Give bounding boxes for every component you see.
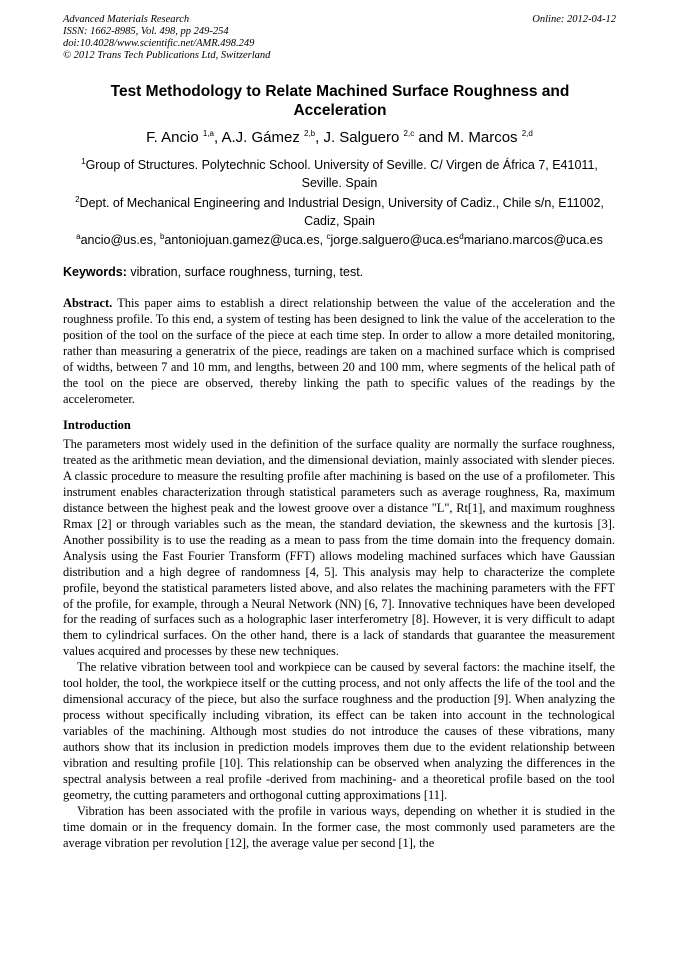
email-link[interactable]: mariano.marcos@uca.es — [463, 233, 603, 247]
abstract-text: This paper aims to establish a direct relationship between the value of the acceleration and the roughness profile. To this end, a system of testing has been designed to link the value of the acceleration to the position of the tool on the surface of the piece at each time step. In order to allow a more detailed monitoring, rather than measuring a generatrix of the piece, readings are taken on a machined surface which is comprised of widths, between 7 and 10 mm, and lengths, between 20 and 100 mm, where segments of the helical path of the tool on the piece are observed, thereby linking the path to specific values of the readings by the accelerometer. — [63, 296, 615, 406]
copyright: © 2012 Trans Tech Publications Ltd, Switzerland — [63, 50, 271, 61]
publication-meta — [63, 14, 616, 62]
affiliation-2 — [68, 194, 611, 230]
title-line: Test Methodology to Relate Machined Surface Roughness and — [110, 83, 570, 100]
affiliation-sup: 2 — [75, 194, 80, 204]
author-sup: 2,d — [521, 129, 533, 138]
abstract — [63, 296, 615, 408]
online-date: Online: 2012-04-12 — [532, 14, 616, 25]
email-sup: a — [76, 231, 81, 241]
author-name: and M. Marcos — [414, 129, 522, 146]
affiliation-1 — [68, 156, 611, 192]
author-sup: 1,a — [202, 129, 214, 138]
email-sup: d — [459, 231, 464, 241]
affiliation-text: Seville. Spain — [301, 176, 378, 190]
paper-title — [70, 82, 610, 120]
issn: ISSN: 1662-8985, Vol. 498, pp 249-254 — [63, 26, 229, 37]
email-sup: b — [159, 231, 165, 241]
section-heading: Introduction — [63, 418, 131, 432]
journal-name: Advanced Materials Research — [63, 14, 190, 25]
keywords-label: Keywords: — [63, 265, 127, 279]
introduction-body — [63, 437, 615, 852]
paragraph: The relative vibration between tool and workpiece can be caused by several factors: the machine itself, the tool holder, the tool, the workpiece itself or the cutting process, and not only affects the life of the tool and the dimensional accuracy of the piece, but also the surface roughness and the production [9]. When analyzing the process without specifically including vibration, its effect can be taken into account in the technological variables of the machining. Although most studies do not introduce the causes of these vibrations, many authors show that its inclusion in prediction models improves them due to the evident relationship between vibration and resulting profile [10]. This relationship can be observed when analyzing the differences in the spectral analysis between a real profile -derived from machining- and a theoretical profile based on the tool geometry, the cutting parameters and orthogonal cutting approximations [11]. — [63, 660, 615, 802]
email-link[interactable]: ancio@us.es, — [80, 233, 160, 247]
affiliation-text: Cadiz, Spain — [304, 214, 375, 228]
author-name: F. Ancio — [146, 129, 203, 146]
author-name: , J. Salguero — [315, 129, 404, 146]
email-link[interactable]: antoniojuan.gamez@uca.es, — [164, 233, 327, 247]
abstract-label: Abstract. — [63, 296, 113, 310]
author-name: , A.J. Gámez — [213, 129, 304, 146]
email-sup: c — [326, 231, 331, 241]
author-sup: 2,c — [403, 129, 415, 138]
keywords-text: vibration, surface roughness, turning, test. — [126, 265, 364, 279]
affiliation-text: Dept. of Mechanical Engineering and Industrial Design, University of Cadiz., Chile s/n, E11002, — [79, 196, 604, 210]
doi: doi:10.4028/www.scientific.net/AMR.498.249 — [63, 38, 255, 49]
author-list — [63, 128, 616, 147]
email-link[interactable]: jorge.salguero@uca.es — [330, 233, 460, 247]
paragraph: The parameters most widely used in the definition of the surface quality are normally the surface roughness, treated as the arithmetic mean deviation, and the dimensional deviation, mainly associated with slender pieces. A classic procedure to measure the resulting profile after machining is based on the use of a profilometer. This instrument enables characterization through statistical parameters such as average roughness, Ra, maximum distance between the highest peak and the lowest groove over a distance "L", Rt[1], and maximum roughness Rmax [2] or through variables such as the mean, the standard deviation, the skewness and the kurtosis [3]. Another possibility is to use the reading as a mean to pass from the time domain into the frequency domain. Analysis using the Fast Fourier Transform (FFT) allows modeling machined surfaces which have Gaussian distribution and a high degree of randomness [4, 5]. This analysis may help to characterize the complete profile, beyond the statistical parameters listed above, and also relates the machining parameters with the FFT of the profile, for example, through a Neural Network (NN) [6, 7]. Innovative techniques have been developed for the reading of surfaces such as a holographic laser interferometry [8]. However, it is very difficult to adapt them to cylindrical surfaces. On the other hand, there is a lack of standards that guarantee the measurement values acquired and processes by these new techniques. — [63, 437, 615, 659]
title-line: Acceleration — [293, 102, 387, 119]
keywords — [63, 264, 616, 280]
paragraph: Vibration has been associated with the profile in various ways, depending on whether it is studied in the time domain or in the frequency domain. In the former case, the most commonly used parameters are the average vibration per revolution [12], the average value per second [1], the — [63, 803, 615, 850]
email-list — [63, 232, 616, 248]
affiliation-sup: 1 — [81, 156, 86, 166]
author-sup: 2,b — [304, 129, 316, 138]
affiliation-text: Group of Structures. Polytechnic School. University of Seville. C/ Virgen de África 7, E41011, — [85, 158, 598, 172]
